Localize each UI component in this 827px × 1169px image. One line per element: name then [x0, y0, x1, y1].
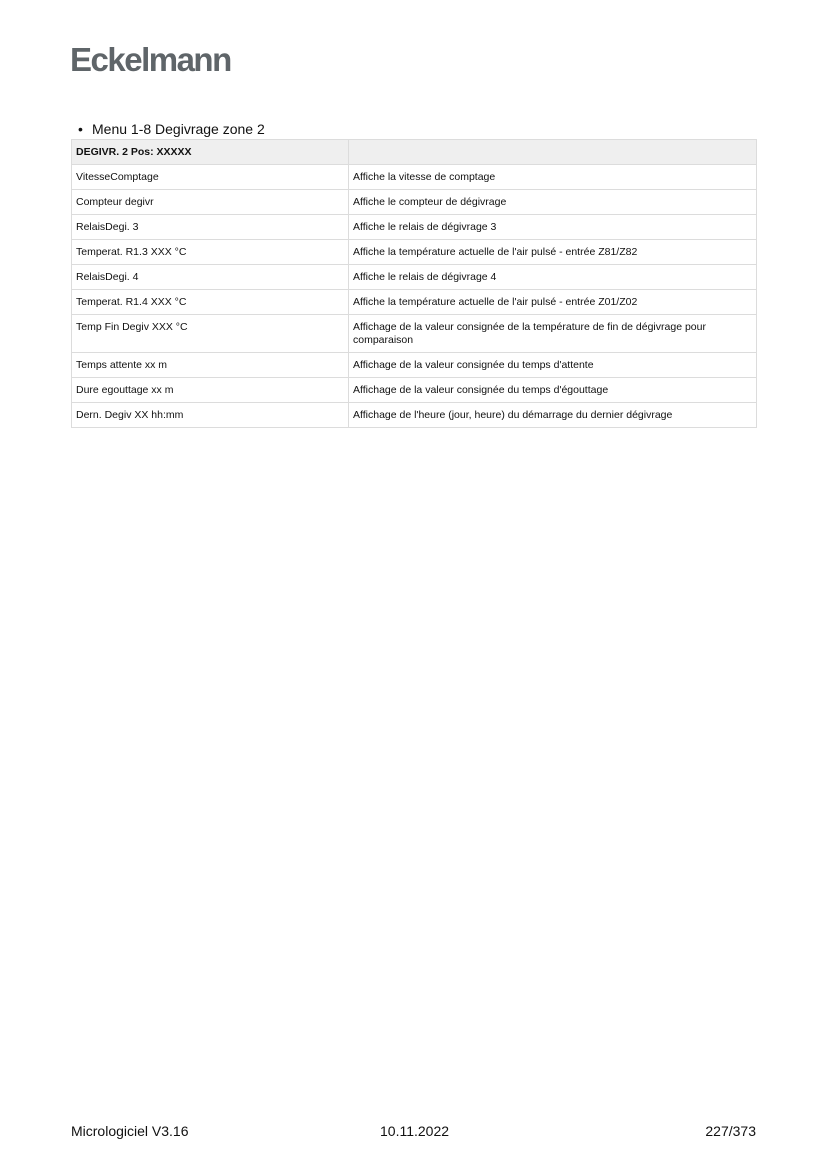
parameter-description: Affiche la vitesse de comptage	[349, 165, 757, 190]
parameter-description: Affichage de la valeur consignée du temps d'attente	[349, 353, 757, 378]
parameter-table	[71, 139, 757, 428]
table-row	[72, 403, 757, 428]
table-row	[72, 215, 757, 240]
parameter-name: Temp Fin Degiv XXX °C	[72, 315, 349, 353]
parameter-description: Affiche la température actuelle de l'air pulsé - entrée Z81/Z82	[349, 240, 757, 265]
footer-firmware-version: Micrologiciel V3.16	[71, 1123, 189, 1139]
parameter-description: Affiche le relais de dégivrage 4	[349, 265, 757, 290]
table-header-row	[72, 140, 757, 165]
parameter-name: Dern. Degiv XX hh:mm	[72, 403, 349, 428]
section-heading	[78, 120, 265, 138]
table-row	[72, 265, 757, 290]
table-row	[72, 353, 757, 378]
table-row	[72, 190, 757, 215]
table-row	[72, 378, 757, 403]
company-logo: Eckelmann	[70, 41, 231, 78]
parameter-name: RelaisDegi. 4	[72, 265, 349, 290]
footer-page-number: 227/373	[705, 1123, 756, 1139]
table-header-cell	[349, 140, 757, 165]
bullet-icon: •	[78, 121, 83, 137]
parameter-description: Affichage de la valeur consignée de la température de fin de dégivrage pour comparaison	[349, 315, 757, 353]
parameter-description: Affiche le compteur de dégivrage	[349, 190, 757, 215]
table-row	[72, 165, 757, 190]
parameter-description: Affichage de la valeur consignée du temps d'égouttage	[349, 378, 757, 403]
parameter-name: Compteur degivr	[72, 190, 349, 215]
parameter-name: VitesseComptage	[72, 165, 349, 190]
parameter-description: Affiche la température actuelle de l'air pulsé - entrée Z01/Z02	[349, 290, 757, 315]
parameter-name: Temperat. R1.3 XXX °C	[72, 240, 349, 265]
table-row	[72, 240, 757, 265]
section-title: Menu 1-8 Degivrage zone 2	[92, 121, 265, 137]
footer-date: 10.11.2022	[380, 1123, 450, 1139]
parameter-name: Temps attente xx m	[72, 353, 349, 378]
table-header-cell: DEGIVR. 2 Pos: XXXXX	[72, 140, 349, 165]
parameter-description: Affiche le relais de dégivrage 3	[349, 215, 757, 240]
parameter-name: Dure egouttage xx m	[72, 378, 349, 403]
table-row	[72, 290, 757, 315]
parameter-name: RelaisDegi. 3	[72, 215, 349, 240]
parameter-name: Temperat. R1.4 XXX °C	[72, 290, 349, 315]
parameter-description: Affichage de l'heure (jour, heure) du démarrage du dernier dégivrage	[349, 403, 757, 428]
table-row	[72, 315, 757, 353]
